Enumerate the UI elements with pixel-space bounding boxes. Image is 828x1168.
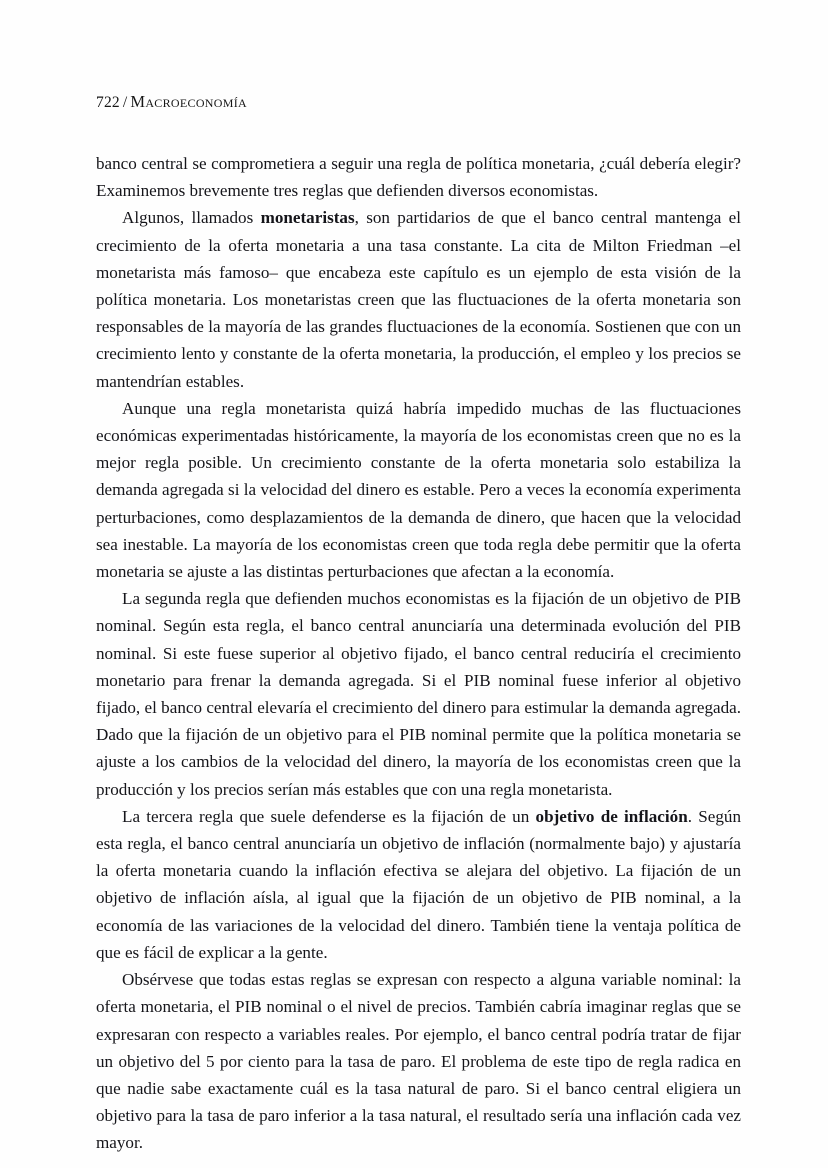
text-run: , son partidarios de que el banco central mantenga el crecimiento de la oferta monetaria a una tasa constante. La cita de Milton Friedman –el monetarista más famoso– que encabeza este capítulo es un ejemplo de esta visión de la política monetaria. Los monetaristas creen que las fluctuaciones de la oferta monetaria son responsables de la mayoría de las grandes fluctuaciones de la economía. Sostienen que con un crecimiento lento y constante de la oferta monetaria, la producción, el empleo y los precios se mantendrían estables.	[96, 208, 742, 391]
book-title: Macroeconomía	[130, 92, 247, 111]
paragraph	[96, 966, 741, 1156]
text-run: Obsérvese que todas estas reglas se expresan con respecto a alguna variable nominal: la oferta monetaria, el PIB nominal o el nivel de precios. También cabría imaginar reglas que se expresaran con respecto a variables reales. Por ejemplo, el banco central podría tratar de fijar un objetivo del 5 por ciento para la tasa de paro. El problema de este tipo de regla radica en que nadie sabe exactamente cuál es la tasa natural de paro. Si el banco central eligiera un objetivo para la tasa de paro inferior a la tasa natural, el resultado sería una inflación cada vez mayor.	[96, 970, 741, 1153]
paragraph	[96, 395, 741, 585]
emphasis-term: monetaristas	[260, 208, 355, 228]
paragraph	[96, 803, 741, 966]
text-run: Algunos, llamados	[122, 208, 261, 228]
text-run: Aunque una regla monetarista quizá habría impedido muchas de las fluctuaciones económicas experimentadas históricamente, la mayoría de los economistas creen que no es la mejor regla posible. Un crecimiento constante de la oferta monetaria solo estabiliza la demanda agregada si la velocidad del dinero es estable. Pero a veces la economía experimenta perturbaciones, como desplazamientos de la demanda de dinero, que hacen que la velocidad sea inestable. La mayoría de los economistas creen que toda regla debe permitir que la oferta monetaria se ajuste a las distintas perturbaciones que afectan a la economía.	[96, 398, 741, 582]
text-run: banco central se comprometiera a seguir una regla de política monetaria, ¿cuál debería elegir? Examinemos brevemente tres reglas que defienden diversos economistas.	[96, 154, 741, 201]
body-text	[96, 150, 741, 1157]
page-content	[96, 92, 741, 1157]
paragraph	[96, 585, 741, 803]
running-head	[96, 92, 741, 112]
text-run: La tercera regla que suele defenderse es la fijación de un	[122, 806, 536, 826]
running-head-separator: /	[122, 94, 128, 111]
page-number: 722	[96, 94, 120, 111]
paragraph	[96, 204, 741, 394]
text-run: La segunda regla que defienden muchos economistas es la fijación de un objetivo de PIB nominal. Según esta regla, el banco central anunciaría una determinada evolución del PIB nominal. Si este fuese superior al objetivo fijado, el banco central reduciría el crecimiento monetario para frenar la demanda agregada. Si el PIB nominal fuese inferior al objetivo fijado, el banco central elevaría el crecimiento del dinero para estimular la demanda agregada. Dado que la fijación de un objetivo para el PIB nominal permite que la política monetaria se ajuste a los cambios de la velocidad del dinero, la mayoría de los economistas creen que la producción y los precios serían más estables que con una regla monetarista.	[96, 589, 741, 799]
emphasis-term: objetivo de inflación	[535, 806, 688, 826]
text-run: . Según esta regla, el banco central anunciaría un objetivo de inflación (normalmente bajo) y ajustaría la oferta monetaria cuando la inflación efectiva se alejara del objetivo. La fijación de un objetivo de inflación aísla, al igual que la fijación de un objetivo de PIB nominal, a la economía de las variaciones de la velocidad del dinero. También tiene la ventaja política de que es fácil de explicar a la gente.	[96, 806, 741, 962]
paragraph	[96, 150, 741, 204]
